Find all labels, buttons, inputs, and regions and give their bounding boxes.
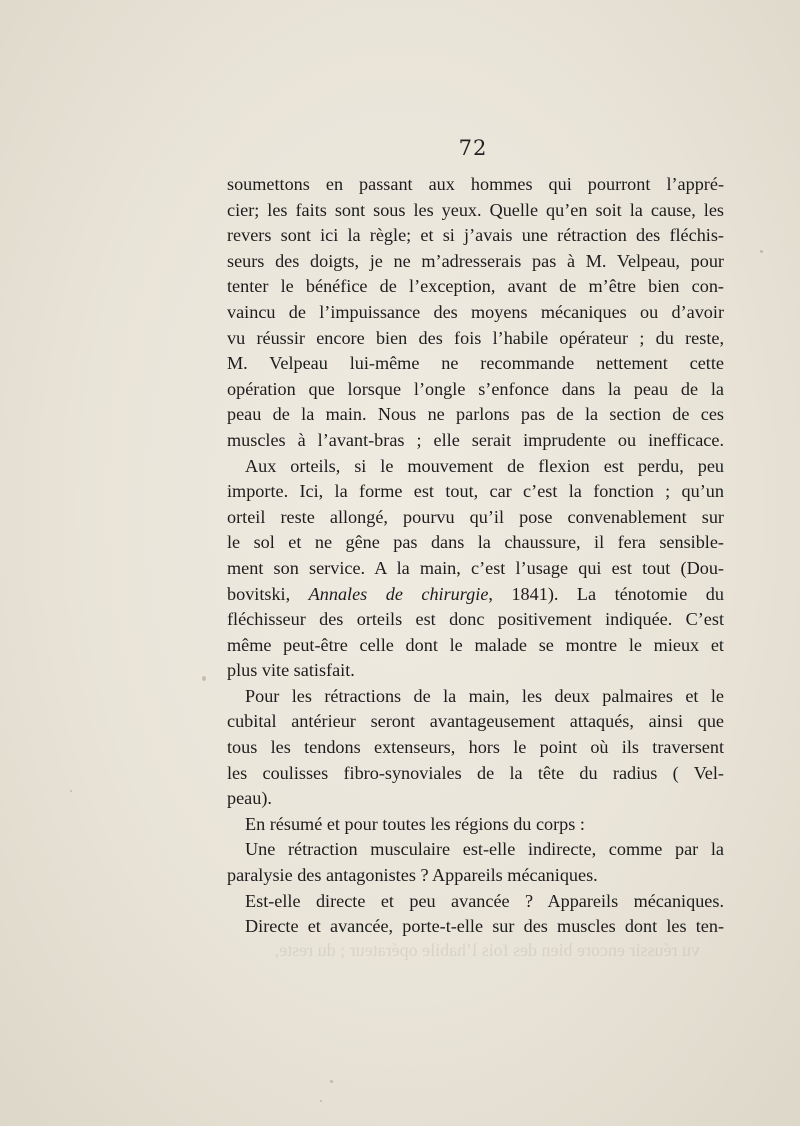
italic-title: Annales de chirurgie bbox=[308, 583, 489, 604]
body-text bbox=[227, 172, 724, 940]
paper-spot bbox=[320, 1100, 322, 1102]
text-line: Une rétraction musculaire est-elle indirecte, comme par la bbox=[245, 839, 724, 860]
text-line: même peut-être celle dont le malade se montre le mieux et bbox=[227, 634, 724, 655]
text-line: tous les tendons extenseurs, hors le point où ils traversent bbox=[227, 737, 724, 758]
text-line: tenter le bénéfice de l’exception, avant de m’être bien con- bbox=[227, 276, 724, 297]
text-line: vaincu de l’impuissance des moyens mécaniques ou d’avoir bbox=[227, 301, 724, 322]
text-line: En résumé et pour toutes les régions du corps : bbox=[245, 813, 585, 834]
text-line: ment son service. A la main, c’est l’usage qui est tout (Dou- bbox=[227, 557, 724, 578]
text-line: le sol et ne gêne pas dans la chaussure, il fera sensible- bbox=[227, 532, 724, 553]
paper-spot bbox=[202, 676, 206, 681]
text-line: fléchisseur des orteils est donc positivement indiquée. C’est bbox=[227, 609, 724, 630]
text-segment: , 1841). La ténotomie du bbox=[488, 583, 724, 604]
paper-spot bbox=[760, 250, 763, 253]
paper-spot bbox=[70, 790, 72, 792]
page-number: 72 bbox=[458, 136, 488, 160]
text-line: plus vite satisfait. bbox=[227, 660, 355, 681]
text-line: paralysie des antagonistes ? Appareils mécaniques. bbox=[227, 865, 598, 886]
text-line: soumettons en passant aux hommes qui pourront l’appré- bbox=[227, 174, 724, 194]
text-line: Directe et avancée, porte-t-elle sur des muscles dont les ten- bbox=[245, 916, 724, 937]
text-line: seurs des doigts, je ne m’adresserais pas à M. Velpeau, pour bbox=[227, 250, 724, 271]
text-line: cier; les faits sont sous les yeux. Quelle qu’en soit la cause, les bbox=[227, 199, 724, 220]
paper-spot bbox=[330, 1080, 333, 1083]
text-line: orteil reste allongé, pourvu qu’il pose convenablement sur bbox=[227, 506, 724, 527]
text-line: importe. Ici, la forme est tout, car c’est la fonction ; qu’un bbox=[227, 481, 724, 502]
text-line bbox=[227, 582, 724, 608]
text-line: Pour les rétractions de la main, les deux palmaires et le bbox=[245, 685, 724, 706]
text-line: cubital antérieur seront avantageusement attaqués, ainsi que bbox=[227, 711, 724, 732]
text-line: Aux orteils, si le mouvement de flexion est perdu, peu bbox=[245, 455, 724, 476]
text-line: M. Velpeau lui-même ne recommande nettement cette bbox=[227, 353, 724, 374]
text-line: peau). bbox=[227, 788, 272, 809]
text-line: muscles à l’avant-bras ; elle serait imprudente ou inefficace. bbox=[227, 429, 724, 450]
text-segment: bovitski, bbox=[227, 583, 309, 604]
show-through-text: vu réussir encore bien des fois l’habile opérateur ; du reste, bbox=[274, 940, 700, 960]
text-line: les coulisses fibro-synoviales de la tête du radius ( Vel- bbox=[227, 762, 724, 783]
text-line: revers sont ici la règle; et si j’avais une rétraction des fléchis- bbox=[227, 225, 724, 246]
text-line: Est-elle directe et peu avancée ? Appareils mécaniques. bbox=[245, 890, 724, 911]
text-line: peau de la main. Nous ne parlons pas de la section de ces bbox=[227, 404, 724, 425]
text-line: opération que lorsque l’ongle s’enfonce dans la peau de la bbox=[227, 378, 724, 399]
text-line: vu réussir encore bien des fois l’habile opérateur ; du reste, bbox=[227, 327, 724, 348]
